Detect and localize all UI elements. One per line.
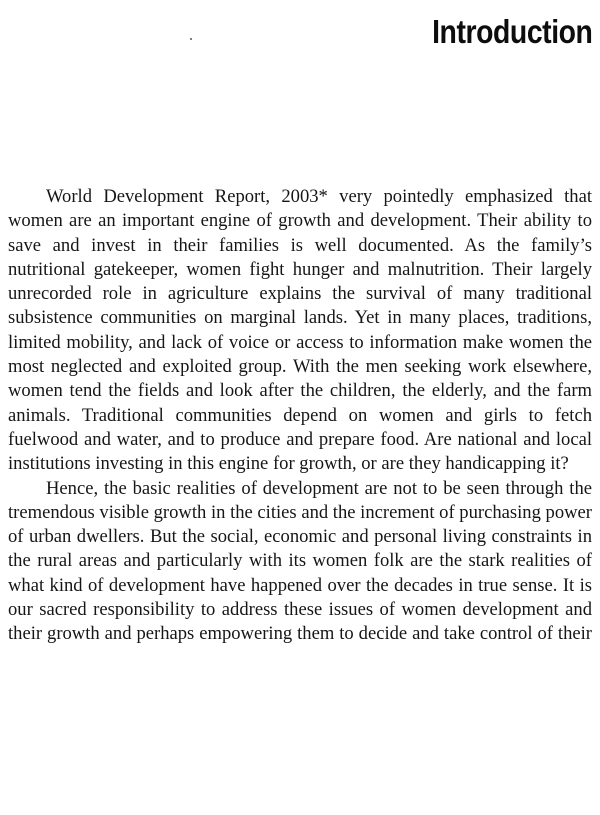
paragraph-1: World Development Report, 2003* very pointedly emphasized that women are an important engine of growth and development. Their ability to save and invest in their families is well documented. As the family’s nutritional gatekeeper, women fight hunger and malnutrition. Their largely unrecorded role in agriculture explains the survival of many traditional subsistence communities on marginal lands. Yet in many places, traditions, limited mobility, and lack of voice or access to information make women the most neglected and exploited group. With the men seeking work elsewhere, women tend the fields and look after the children, the elderly, and the farm animals. Traditional communities depend on women and girls to fetch fuelwood and water, and to produce and prepare food. Are national and local institutions investing in this engine for growth, or are they handicapping it? xyxy=(8,186,592,475)
paragraph-2: Hence, the basic realities of development are not to be seen through the tremendous visible growth in the cities and the increment of purchasing power of urban dwellers. But the social, economic and personal living constraints in the rural areas and particularly with its women folk are the stark realities of what kind of development have happened over the decades in true sense. It is our sacred responsibility to address these issues of women development and their growth and perhaps empowering them to decide and take control of their xyxy=(8,477,592,645)
chapter-title: Introduction xyxy=(431,13,592,50)
body-text xyxy=(8,185,592,647)
print-speck xyxy=(190,38,192,40)
